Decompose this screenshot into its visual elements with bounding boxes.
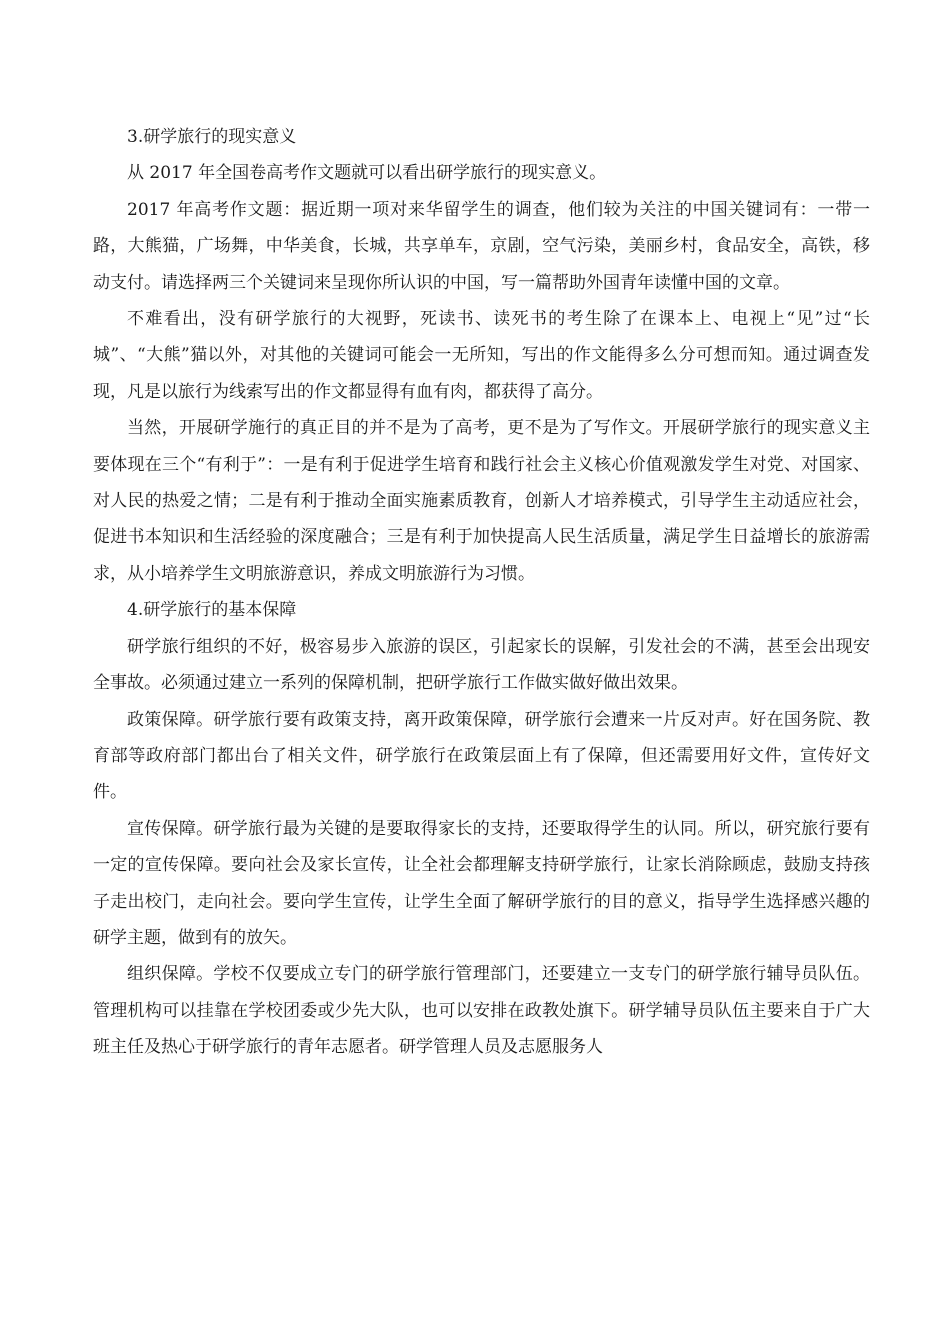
paragraph: 组织保障。学校不仅要成立专门的研学旅行管理部门，还要建立一支专门的研学旅行辅导员队伍。管理机构可以挂靠在学校团委或少先大队，也可以安排在政教处旗下。研学辅导员队伍主要来自于广大班主任及热心于研学旅行的青年志愿者。研学管理人员及志愿服务人	[93, 964, 870, 1058]
section-heading-4: 4.研学旅行的基本保障	[127, 600, 297, 621]
document-body	[93, 119, 870, 1066]
paragraph: 研学旅行组织的不好，极容易步入旅游的误区，引起家长的误解，引发社会的不满，甚至会出现安全事故。必须通过建立一系列的保障机制，把研学旅行工作做实做好做出效果。	[93, 636, 870, 694]
paragraph: 宣传保障。研学旅行最为关键的是要取得家长的支持，还要取得学生的认同。所以，研究旅行要有一定的宣传保障。要向社会及家长宣传，让全社会都理解支持研学旅行，让家长消除顾虑，鼓励支持孩子走出校门，走向社会。要向学生宣传，让学生全面了解研学旅行的目的意义，指导学生选择感兴趣的研学主题，做到有的放矢。	[93, 818, 870, 948]
paragraph: 当然，开展研学施行的真正目的并不是为了高考，更不是为了写作文。开展研学旅行的现实意义主要体现在三个“有利于”：一是有利于促进学生培育和践行社会主义核心价值观激发学生对党、对国家、对人民的热爱之情；二是有利于推动全面实施素质教育，创新人才培养模式，引导学生主动适应社会，促进书本知识和生活经验的深度融合；三是有利于加快提高人民生活质量，满足学生日益增长的旅游需求，从小培养学生文明旅游意识，养成文明旅游行为习惯。	[93, 418, 870, 584]
paragraph: 政策保障。研学旅行要有政策支持，离开政策保障，研学旅行会遭来一片反对声。好在国务院、教育部等政府部门都出台了相关文件，研学旅行在政策层面上有了保障，但还需要用好文件，宣传好文件。	[93, 709, 870, 803]
paragraph: 2017 年高考作文题：据近期一项对来华留学生的调查，他们较为关注的中国关键词有：一带一路，大熊猫，广场舞，中华美食，长城，共享单车，京剧，空气污染，美丽乡村，食品安全，高铁，移动支付。请选择两三个关键词来呈现你所认识的中国，写一篇帮助外国青年读懂中国的文章。	[93, 199, 870, 293]
paragraph: 不难看出，没有研学旅行的大视野，死读书、读死书的考生除了在课本上、电视上“见”过“长城”、“大熊”猫以外，对其他的关键词可能会一无所知，写出的作文能得多么分可想而知。通过调查发现，凡是以旅行为线索写出的作文都显得有血有肉，都获得了高分。	[93, 309, 870, 402]
section-heading-3: 3.研学旅行的现实意义	[127, 127, 297, 147]
paragraph: 从 2017 年全国卷高考作文题就可以看出研学旅行的现实意义。	[127, 163, 607, 184]
